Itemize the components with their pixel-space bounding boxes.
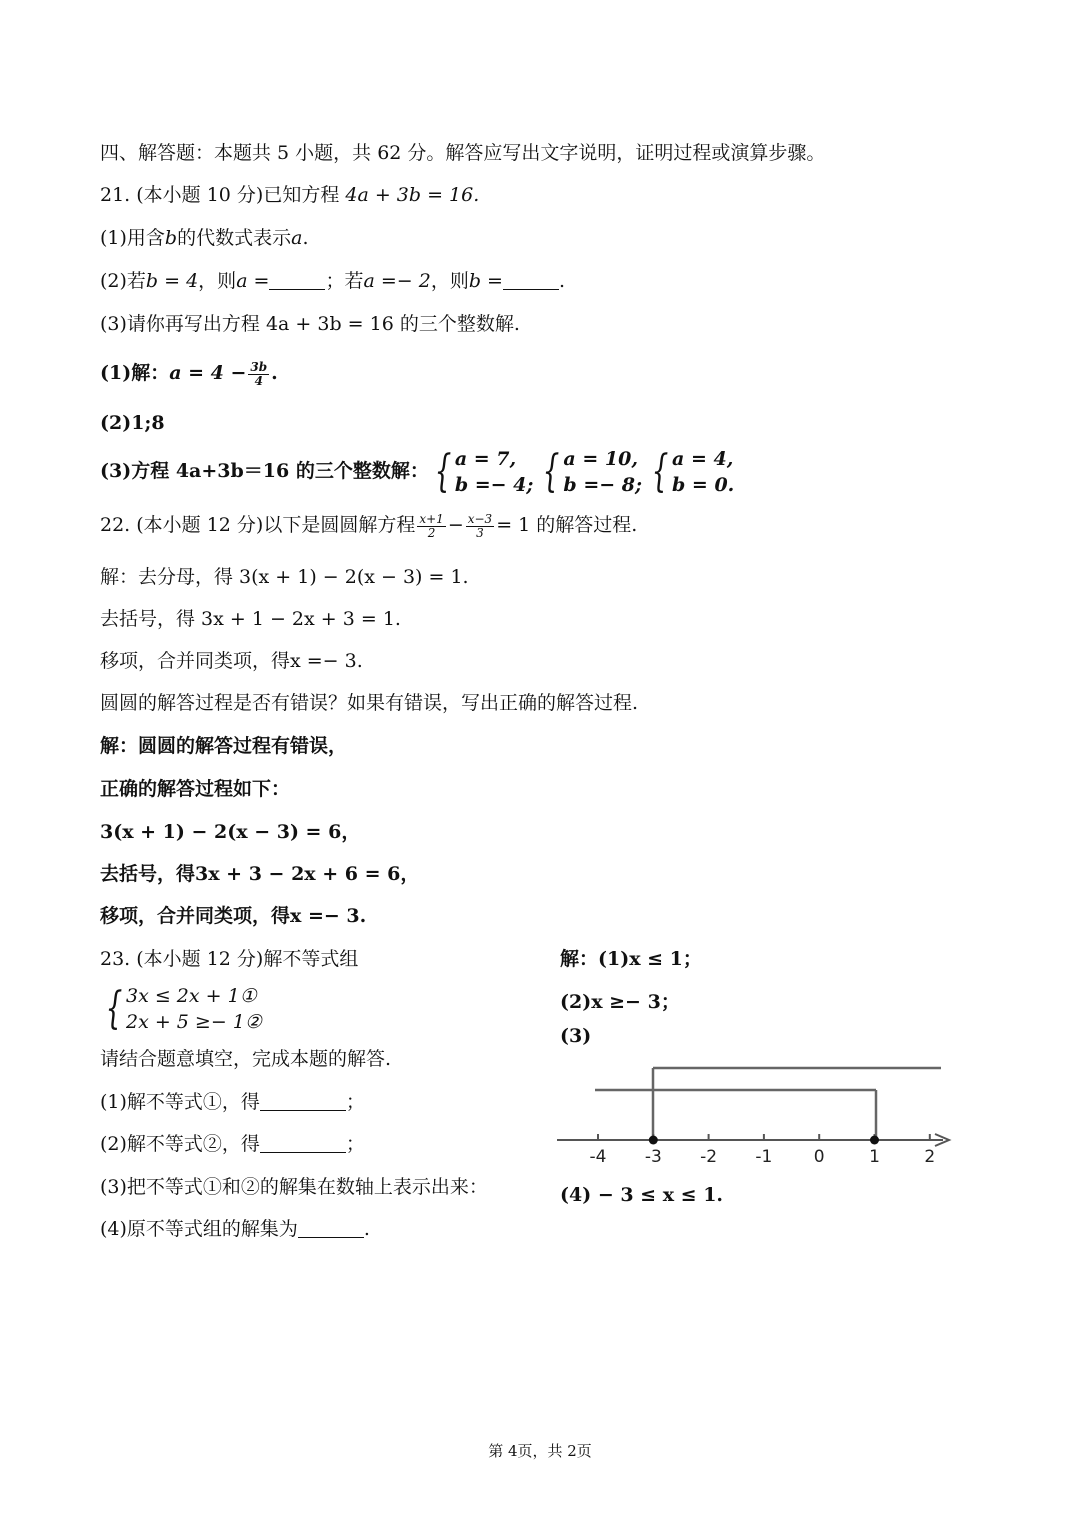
q22-answer1: 解：圆圆的解答过程有错误， (100, 735, 348, 757)
q22-title-prefix: 22. (本小题 12 分)以下是圆圆解方程 (100, 514, 416, 536)
q21-blank-a[interactable] (269, 271, 325, 290)
q23-answer2: (2)x ≥− 3； (560, 991, 680, 1013)
q21-part1-var-a: a (291, 227, 303, 249)
tick-label: -2 (700, 1147, 718, 1167)
tick-label: -3 (644, 1147, 662, 1167)
q21-solution-2 (537, 446, 642, 498)
q21-answer3 (100, 445, 738, 498)
q21-part2-c: ，则 (198, 270, 237, 292)
q21-sol2-b: b =− 8; (563, 474, 643, 496)
tick-label: 1 (869, 1147, 880, 1167)
q23-title: 23. (本小题 12 分)解不等式组 (100, 948, 359, 970)
q22-answer2: 正确的解答过程如下： (100, 778, 291, 800)
q23-blank-4[interactable] (298, 1219, 364, 1238)
q23-answer4: (4) − 3 ≤ x ≤ 1. (560, 1184, 724, 1206)
q22-step1: 解：去分母，得 3(x + 1) − 2(x − 3) = 1. (100, 566, 469, 588)
q22-f1-den: 2 (427, 525, 436, 540)
q22-fraction-2 (466, 513, 494, 540)
q21-answer1-prefix: (1)解： (100, 362, 170, 384)
q23-instruction: 请结合题意填空，完成本题的解答. (100, 1048, 392, 1070)
q21-part1-var-b: b (164, 227, 178, 249)
q21-answer1-end: . (271, 362, 278, 384)
q23-answer1: 解：(1)x ≤ 1； (560, 948, 702, 970)
q21-sol1-b: b =− 4; (454, 474, 534, 496)
q21-solution-3 (646, 446, 734, 498)
q22-title-suffix: = 1 的解答过程. (496, 514, 638, 536)
q22-answer4: 去括号，得3x + 3 − 2x + 6 = 6， (100, 863, 420, 885)
q21-part2-f: a =− 2 (363, 270, 431, 292)
q21-title (100, 182, 479, 208)
q21-part2-g: ，则 (430, 270, 469, 292)
page-footer: 第 4页，共 2页 (488, 1442, 592, 1460)
endpoint-dot (649, 1136, 658, 1145)
q21-part1-mid: 的代数式表示 (177, 227, 292, 249)
q23-part2-text: (2)解不等式②，得 (100, 1133, 260, 1155)
q21-title-prefix: 21. (本小题 10 分)已知方程 (100, 184, 346, 206)
q22-answer3: 3(x + 1) − 2(x − 3) = 6， (100, 821, 361, 843)
q21-part2-b: b = 4 (145, 270, 199, 292)
q21-part2-a: (2)若 (100, 270, 146, 292)
section-header: 四、解答题：本题共 5 小题，共 62 分。解答应写出文字说明，证明过程或演算步骤。 (100, 142, 826, 164)
q22-question: 圆圆的解答过程是否有错误？如果有错误，写出正确的解答过程. (100, 692, 639, 714)
q21-part2 (100, 268, 565, 294)
q22-f1-num: x+1 (419, 511, 444, 526)
q22-f2-den: 3 (476, 525, 484, 540)
q23-part1 (100, 1089, 365, 1115)
brace-icon: { (543, 446, 560, 497)
q22-f2-num: x−3 (467, 511, 493, 526)
q22-step3: 移项，合并同类项，得x =− 3. (100, 650, 363, 672)
q21-title-equation: 4a + 3b = 16. (345, 184, 480, 206)
q23-part3: (3)把不等式①和②的解集在数轴上表示出来： (100, 1176, 488, 1198)
q21-part2-e: ；若 (325, 270, 364, 292)
q23-answer3: (3) (560, 1025, 592, 1047)
q21-part3: (3)请你再写出方程 4a + 3b = 16 的三个整数解. (100, 313, 520, 335)
q23-part2-end: ； (345, 1133, 365, 1155)
q21-answer3-prefix: (3)方程 4a+3b＝16 的三个整数解： (100, 460, 429, 482)
number-line-static (557, 1068, 949, 1146)
q21-answer1-lhs: a = 4 − (169, 362, 247, 384)
q23-part1-end: ； (345, 1091, 365, 1113)
q21-sol2-a: a = 10, (563, 448, 638, 470)
q22-fraction-1 (417, 513, 445, 540)
q21-answer1-fraction (248, 361, 269, 388)
q23-part1-text: (1)解不等式①，得 (100, 1091, 260, 1113)
brace-icon: { (651, 446, 669, 497)
q23-blank-2[interactable] (260, 1134, 346, 1153)
q21-part2-d: a = (236, 270, 270, 292)
endpoint-dot (870, 1136, 879, 1145)
q23-part4-end: . (363, 1218, 370, 1240)
brace-icon: { (434, 446, 452, 497)
q21-answer1 (100, 356, 278, 390)
q21-sol3-b: b = 0. (672, 474, 735, 496)
q23-inequality-system (100, 983, 262, 1035)
q22-minus: − (447, 514, 464, 536)
q22-step2: 去括号，得 3x + 1 − 2x + 3 = 1. (100, 608, 401, 630)
q23-ineq2: 2x + 5 ≥− 1② (126, 1011, 262, 1033)
q21-answer1-den: 4 (254, 373, 263, 388)
q21-sol1-a: a = 7, (454, 448, 517, 470)
q22-answer5: 移项，合并同类项，得x =− 3. (100, 905, 367, 927)
q22-title (100, 508, 637, 542)
tick-label: -4 (589, 1147, 607, 1167)
number-line-ticks (590, 1134, 936, 1167)
q21-part1 (100, 225, 308, 251)
q21-part2-i: . (558, 270, 566, 292)
q23-ineq1: 3x ≤ 2x + 1① (126, 985, 257, 1007)
tick-label: 0 (813, 1147, 825, 1167)
number-line-diagram (555, 1058, 955, 1168)
q21-blank-b[interactable] (503, 271, 559, 290)
q23-system (100, 982, 266, 1035)
q23-part4-text: (4)原不等式组的解集为 (100, 1218, 298, 1240)
q21-sol3-a: a = 4, (672, 448, 734, 470)
q21-part1-end: . (302, 227, 309, 249)
brace-icon: { (105, 983, 123, 1034)
tick-label: -1 (755, 1147, 773, 1167)
q21-part1-prefix: (1)用含 (100, 227, 165, 249)
q21-answer1-num: 3b (250, 359, 268, 374)
q21-part2-h: b = (468, 270, 503, 292)
q23-blank-1[interactable] (260, 1092, 346, 1111)
q23-part2 (100, 1131, 365, 1157)
tick-label: 2 (924, 1147, 936, 1167)
q23-part4 (100, 1216, 370, 1242)
q21-answer2: (2)1;8 (100, 412, 165, 434)
q21-solution-1 (429, 446, 534, 498)
